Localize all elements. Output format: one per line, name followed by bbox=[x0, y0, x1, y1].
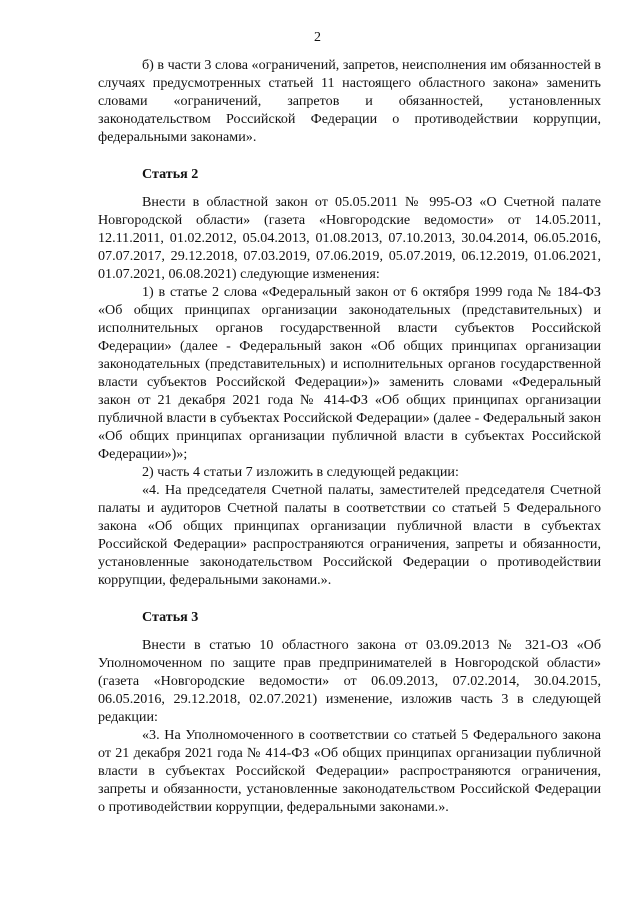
article-3-intro: Внести в статью 10 областного закона от 03.09.2013 № 321-ОЗ «Об Уполномоченном по защите прав предпринимателей в Новгородской области» (газета «Новгородские ведомости» от 06.09.2013, 07.02.2014, 30.04.2015, 06.05.2016, 29.12.2018, 02.07.2021) изменение, изложив часть 3 в следующей редакции: bbox=[98, 637, 601, 725]
paragraph-1b: б) в части 3 слова «ограничений, запретов, неисполнения им обязанностей в случаях предусмотренных статьей 11 настоящего областного закона» заменить словами «ограничений, запретов и обязанностей, установленных законодательством Российской Федерации о противодействии коррупции, федеральными законами». bbox=[98, 57, 601, 145]
article-2-intro: Внести в областной закон от 05.05.2011 № 995-ОЗ «О Счетной палате Новгородской области» (газета «Новгородские ведомости» от 14.05.2011, 12.11.2011, 01.02.2012, 05.04.2013, 01.08.2013, 07.10.2013, 30.04.2014, 06.05.2016, 07.07.2017, 29.12.2018, 07.03.2019, 07.06.2019, 05.07.2019, 06.12.2019, 01.06.2021, 01.07.2021, 06.08.2021) следующие изменения: bbox=[98, 194, 601, 282]
article-3-quote: «3. На Уполномоченного в соответствии со статьей 5 Федерального закона от 21 декабря 2021 года № 414-ФЗ «Об общих принципах организации публичной власти в субъектах Российской Федерации» распространяются ограничения, запреты и обязанности, установленные законодательством Российской Федерации о противодействии коррупции, федеральными законами.». bbox=[98, 727, 601, 815]
article-2-quote: «4. На председателя Счетной палаты, заместителей председателя Счетной палаты и аудиторов Счетной палаты в соответствии со статьей 5 Федерального закона «Об общих принципах организации публичной власти в субъектах Российской Федерации» распространяются ограничения, запреты и обязанности, установленные законодательством Российской Федерации о противодействии коррупции, федеральными законами.». bbox=[98, 482, 601, 588]
article-2-heading: Статья 2 bbox=[142, 166, 199, 182]
article-2-item-2: 2) часть 4 статьи 7 изложить в следующей редакции: bbox=[142, 464, 459, 480]
article-2-item-1: 1) в статье 2 слова «Федеральный закон от 6 октября 1999 года № 184-ФЗ «Об общих принципах организации законодательных (представительных) и исполнительных органов государственной власти субъектов Российской Федерации» (далее - Федеральный закон «Об общих принципах организации законодательных (представительных) и исполнительных органов государственной власти субъектов Российской Федерации»)» заменить словами «Федеральный закон от 21 декабря 2021 года № 414-ФЗ «Об общих принципах организации публичной власти в субъектах Российской Федерации» (далее - Федеральный закон «Об общих принципах организации публичной власти в субъектах Российской Федерации»)»; bbox=[98, 284, 601, 462]
document-body bbox=[98, 56, 601, 816]
page-number: 2 bbox=[314, 30, 321, 45]
article-3-heading: Статья 3 bbox=[142, 609, 199, 625]
